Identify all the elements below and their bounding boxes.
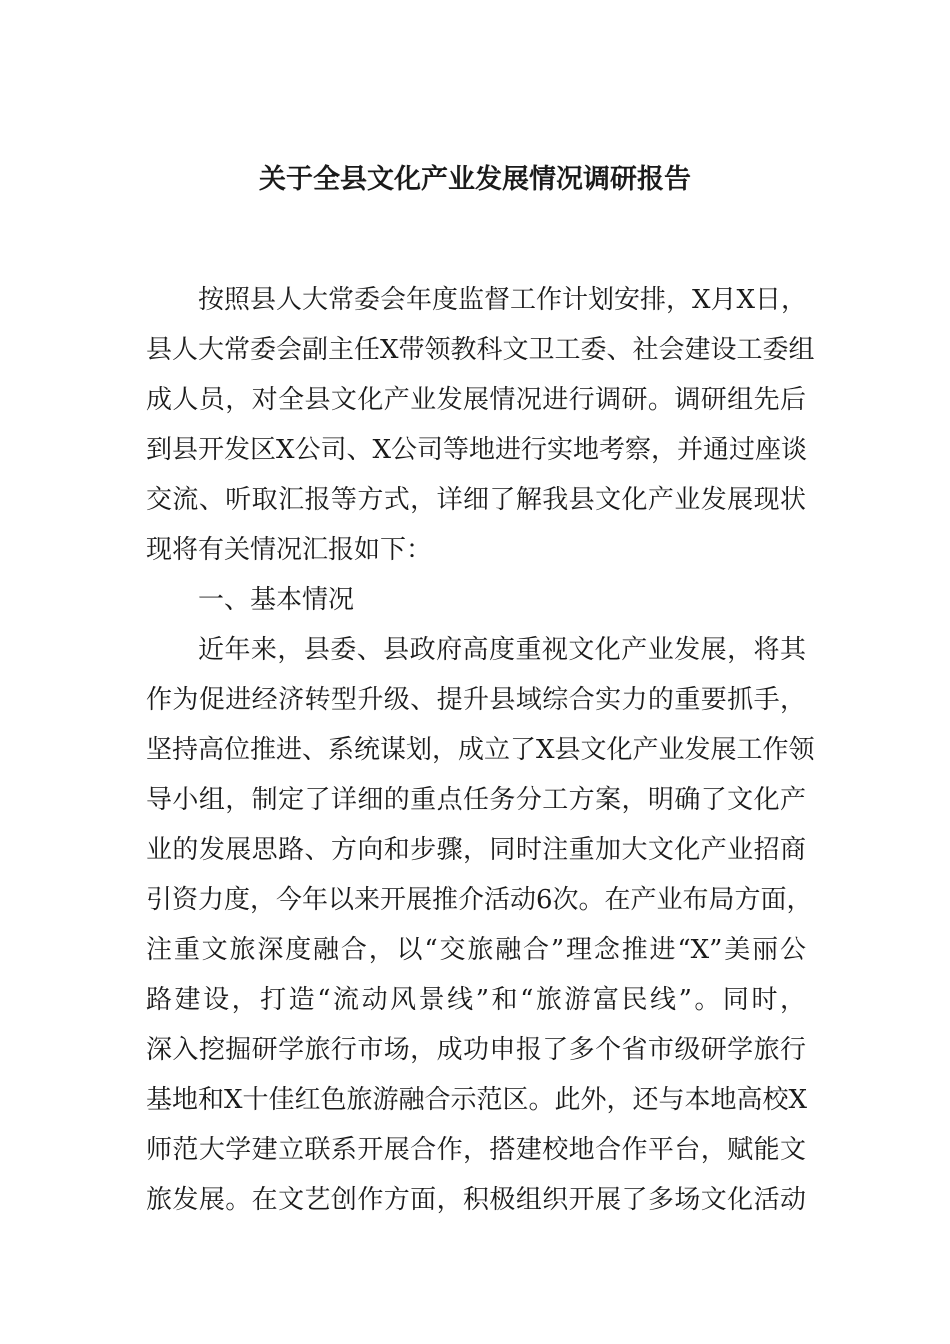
paragraph-line: 师范大学建立联系开展合作，搭建校地合作平台，赋能文: [146, 1135, 806, 1165]
paragraph-line: 近年来，县委、县政府高度重视文化产业发展，将其: [198, 635, 806, 665]
document-title: 关于全县文化产业发展情况调研报告: [259, 164, 691, 195]
paragraph-line: 交流、听取汇报等方式，详细了解我县文化产业发展现状: [146, 485, 806, 515]
document-body: [146, 275, 815, 1225]
paragraph-line: 导小组，制定了详细的重点任务分工方案，明确了文化产: [146, 785, 806, 815]
paragraph-line: 基地和X十佳红色旅游融合示范区。此外，还与本地高校X: [146, 1085, 808, 1115]
paragraph-line: 引资力度，今年以来开展推介活动6次。在产业布局方面，: [146, 885, 813, 915]
paragraph-line: 按照县人大常委会年度监督工作计划安排，X月X日，: [198, 285, 808, 315]
paragraph-line: 成人员，对全县文化产业发展情况进行调研。调研组先后: [146, 385, 806, 415]
paragraph-line: 业的发展思路、方向和步骤，同时注重加大文化产业招商: [146, 835, 806, 865]
paragraph-line: 深入挖掘研学旅行市场，成功申报了多个省市级研学旅行: [146, 1035, 806, 1065]
paragraph-line: 到县开发区X公司、X公司等地进行实地考察，并通过座谈: [146, 435, 808, 465]
paragraph-line: 作为促进经济转型升级、提升县域综合实力的重要抓手，: [146, 685, 806, 715]
paragraph-line: 旅发展。在文艺创作方面，积极组织开展了多场文化活动: [146, 1185, 806, 1215]
paragraph-line: 县人大常委会副主任X带领教科文卫工委、社会建设工委组: [146, 335, 815, 365]
paragraph-line: 注重文旅深度融合，以“交旅融合”理念推进“X”美丽公: [146, 935, 806, 965]
paragraph-line: 现将有关情况汇报如下：: [146, 535, 433, 565]
paragraph-line: 路建设，打造“流动风景线”和“旅游富民线”。同时，: [146, 985, 806, 1015]
section-heading: 一、基本情况: [198, 585, 355, 615]
paragraph-line: 坚持高位推进、系统谋划，成立了X县文化产业发展工作领: [146, 735, 815, 765]
